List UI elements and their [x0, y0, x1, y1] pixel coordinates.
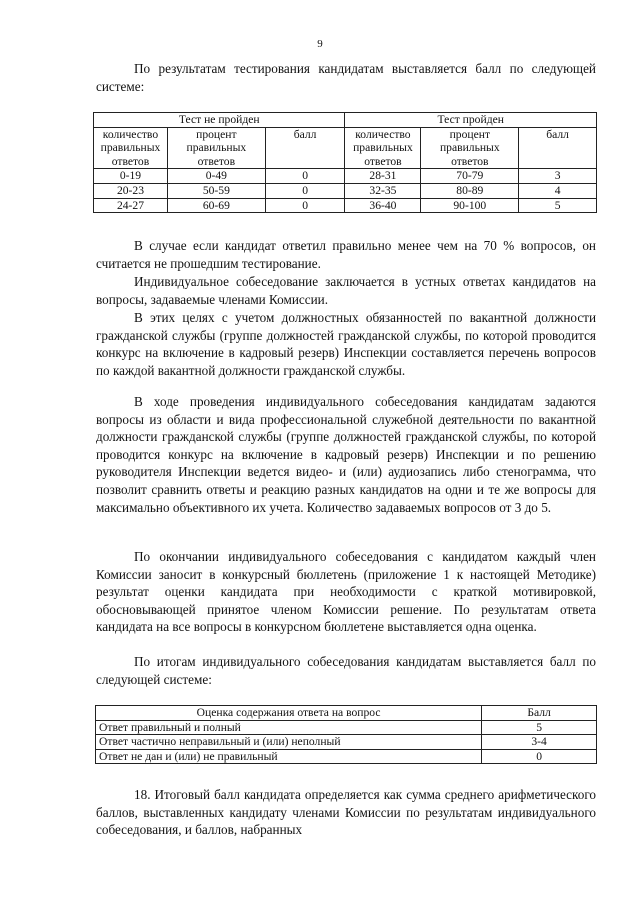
- table-cell: 0: [265, 198, 345, 213]
- interview-score-table: [95, 705, 597, 764]
- table-cell: 0-49: [167, 169, 265, 184]
- column-header: Оценка содержания ответа на вопрос: [96, 706, 482, 721]
- table-group-header-row: [94, 113, 597, 128]
- table-row: [96, 720, 597, 735]
- table-cell: Ответ правильный и полный: [96, 720, 482, 735]
- table-cell: 3-4: [482, 735, 597, 750]
- column-header: процент правильных ответов: [167, 127, 265, 169]
- table-header-row: [96, 706, 597, 721]
- column-header: количество правильных ответов: [94, 127, 168, 169]
- table-cell: 5: [482, 720, 597, 735]
- table-cell: 0-19: [94, 169, 168, 184]
- testing-score-table: [93, 112, 597, 213]
- column-header: Балл: [482, 706, 597, 721]
- header-test-failed: Тест не пройден: [94, 113, 345, 128]
- table-cell: 3: [519, 169, 597, 184]
- table-cell: 60-69: [167, 198, 265, 213]
- paragraph-fail-threshold: В случае если кандидат ответил правильно менее чем на 70 % вопросов, он считается не прошедшим тестирование.: [96, 238, 596, 271]
- table-cell: 24-27: [94, 198, 168, 213]
- column-header: процент правильных ответов: [421, 127, 519, 169]
- table-column-header-row: [94, 127, 597, 169]
- table-cell: 80-89: [421, 183, 519, 198]
- table-cell: 0: [482, 749, 597, 764]
- table-row: [94, 198, 597, 213]
- table-cell: 32-35: [345, 183, 421, 198]
- table-row: [96, 749, 597, 764]
- paragraph-interview-definition: Индивидуальное собеседование заключается в устных ответах кандидатов на вопросы, задаваемые членами Комиссии.: [96, 274, 596, 307]
- paragraph-question-list: В этих целях с учетом должностных обязанностей по вакантной должности гражданской службы (группе должностей гражданской службы, по которой проводится конкурс на включение в кадровый резерв) Инспекции составляется перечень вопросов по каждой вакантной должности гражданской службы.: [96, 310, 596, 378]
- table-cell: 50-59: [167, 183, 265, 198]
- column-header: балл: [265, 127, 345, 169]
- table-cell: 0: [265, 183, 345, 198]
- table-cell: 0: [265, 169, 345, 184]
- table-cell: Ответ частично неправильный и (или) неполный: [96, 735, 482, 750]
- table-cell: 70-79: [421, 169, 519, 184]
- column-header: балл: [519, 127, 597, 169]
- paragraph-final-score: 18. Итоговый балл кандидата определяется как сумма среднего арифметического баллов, выставленных кандидату членами Комиссии по результатам индивидуального собеседования, и баллов, набранных: [96, 787, 596, 838]
- table-cell: 5: [519, 198, 597, 213]
- table-row: [94, 169, 597, 184]
- table-cell: 20-23: [94, 183, 168, 198]
- table-cell: 36-40: [345, 198, 421, 213]
- table-row: [96, 735, 597, 750]
- header-test-passed: Тест пройден: [345, 113, 597, 128]
- paragraph-commission-ballot: По окончании индивидуального собеседования с кандидатом каждый член Комиссии заносит в конкурсный бюллетень (приложение 1 к настоящей Методике) результат оценки кандидата при необходимости с краткой мотивировкой, обосновывающей принятое членом Комиссии решение. По результатам ответа кандидата на все вопросы в конкурсном бюллетене выставляется одна оценка.: [96, 549, 596, 635]
- paragraph-testing-scoring: По результатам тестирования кандидатам выставляется балл по следующей системе:: [96, 61, 596, 94]
- table-cell: 4: [519, 183, 597, 198]
- column-header: количество правильных ответов: [345, 127, 421, 169]
- paragraph-interview-process: В ходе проведения индивидуального собеседования кандидатам задаются вопросы из области и вида профессиональной служебной деятельности по вакантной должности гражданской службы (группе должностей гражданской службы, по которой проводится конкурс на включение в кадровый резерв) Инспекции и по решению руководителя Инспекции ведется видео- и (или) аудиозапись либо стенограмма, что позволит сравнить ответы и реакцию разных кандидатов на одни и те же вопросы для максимально объективного их учета. Количество задаваемых вопросов от 3 до 5.: [96, 394, 596, 515]
- table-row: [94, 183, 597, 198]
- page-number: 9: [317, 38, 323, 50]
- table-cell: Ответ не дан и (или) не правильный: [96, 749, 482, 764]
- table-cell: 28-31: [345, 169, 421, 184]
- table-cell: 90-100: [421, 198, 519, 213]
- paragraph-interview-scoring: По итогам индивидуального собеседования кандидатам выставляется балл по следующей системе:: [96, 654, 596, 687]
